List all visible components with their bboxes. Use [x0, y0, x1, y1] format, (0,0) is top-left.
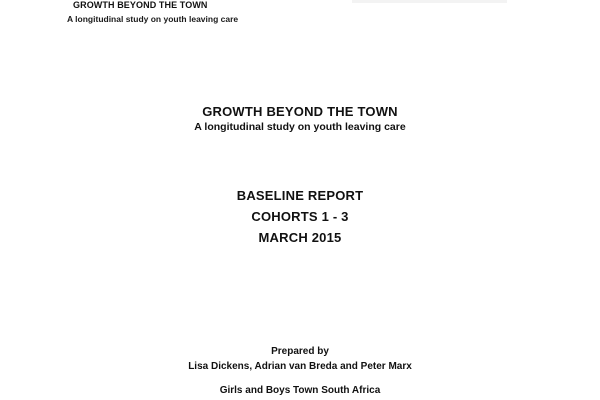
authors: Lisa Dickens, Adrian van Breda and Peter Marx	[188, 361, 412, 372]
report-type: BASELINE REPORT	[236, 188, 364, 203]
header-decoration	[352, 0, 507, 3]
cover-subtitle: A longitudinal study on youth leaving care	[194, 121, 406, 133]
cover-title: GROWTH BEYOND THE TOWN	[202, 104, 398, 119]
prepared-by-label: Prepared by	[271, 346, 329, 357]
organisation: Girls and Boys Town South Africa	[219, 385, 381, 396]
report-cohorts: COHORTS 1 - 3	[251, 209, 349, 224]
header-subtitle: A longitudinal study on youth leaving care	[67, 14, 239, 24]
header-title: GROWTH BEYOND THE TOWN	[73, 0, 208, 10]
report-date: MARCH 2015	[258, 230, 342, 245]
report-info-block	[0, 185, 600, 248]
